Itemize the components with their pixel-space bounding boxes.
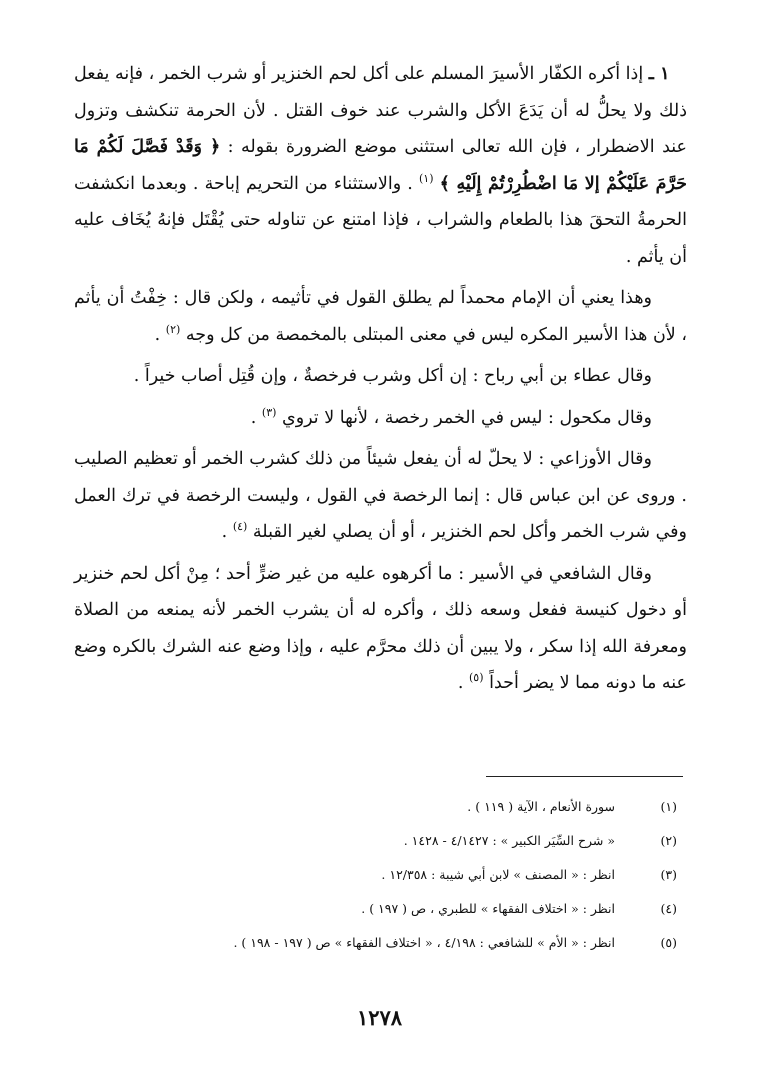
- item-number: ١ ـ: [648, 64, 670, 84]
- footnotes-list: [80, 790, 677, 960]
- footnote-text: انظر : « اختلاف الفقهاء » للطبري ، ص ( ١٩٧ ) .: [361, 901, 615, 916]
- paragraph-text: وهذا يعني أن الإمام محمداً لم يطلق القول في تأثيمه ، ولكن قال : خِفْتُ أن يأثم ، لأن هذا الأسير المكره ليس في معنى المبتلى بالمخمصة من كل وجه: [74, 288, 687, 345]
- footnote-item: [80, 858, 677, 892]
- footnote-number: (٣): [660, 867, 677, 882]
- paragraph-end: .: [221, 522, 228, 542]
- page-number: ١٢٧٨: [356, 1005, 403, 1030]
- paragraph-text: وقال عطاء بن أبي رباح : إن أكل وشرب فرخصةٌ ، وإن قُتِل أصاب خيراً .: [133, 366, 652, 386]
- footnote-text: سورة الأنعام ، الآية ( ١١٩ ) .: [467, 799, 615, 814]
- footnote-text: « شرح السِّيَر الكبير » : ٤/١٤٢٧ - ١٤٢٨ .: [403, 833, 615, 848]
- paragraph-3: [74, 358, 687, 395]
- paragraph-6: [74, 556, 687, 702]
- paragraph-text: وقال الشافعي في الأسير : ما أكرهوه عليه من غير ضرٍّ أحد ؛ مِنْ أكل لحم خنزير أو دخول كنيسة ففعل وسعه ذلك ، وأكره له أن يشرب الخمر لأنه يمنعه من الصلاة ومعرفة الله إذا سكر ، ولا يبين أن ذلك محرَّم عليه ، وإذا وضع عنه الشرك بالكره وضع عنه ما دونه مما لا يضر أحداً: [74, 563, 688, 693]
- footnote-ref-5[interactable]: (٥): [468, 671, 484, 685]
- footnote-number: (٢): [660, 833, 677, 848]
- footnote-item: [80, 926, 677, 960]
- footnote-divider: [486, 776, 683, 777]
- paragraph-5: [74, 441, 687, 551]
- paragraph-end: .: [250, 407, 257, 428]
- footnote-item: [80, 790, 677, 824]
- paragraph-text: إذا أكره الكفّار الأسيرَ المسلم على أكل لحم الخنزير أو شرب الخمر ، فإنه يفعل ذلك ولا يحلُّ له أن يَدَعَ الأكل والشرب عند خوف القتل . لأن الحرمة تنكشف وتزول عند الاضطرار ، فإن الله تعالى استثنى موضع الضرورة بقوله :: [74, 64, 687, 157]
- main-text: [74, 56, 687, 707]
- footnote-number: (٤): [660, 901, 677, 916]
- quran-verse: ﴿ وَقَدْ فَصَّلَ لَكُمْ مَا حَرَّمَ عَلَيْكُمْ إلا مَا اضْطُرِرْتُمْ إِلَيْهِ ﴾: [74, 137, 687, 194]
- paragraph-end: .: [154, 324, 161, 345]
- footnote-text: انظر : « المصنف » لابن أبي شيبة : ١٢/٣٥٨ .: [381, 867, 615, 882]
- footnote-text: انظر : « الأم » للشافعي : ٤/١٩٨ ، « اختلاف الفقهاء » ص ( ١٩٧ - ١٩٨ ) .: [233, 935, 615, 950]
- paragraph-4: [74, 400, 687, 437]
- paragraph-end: .: [457, 673, 464, 693]
- footnote-ref-4[interactable]: (٤): [232, 520, 248, 534]
- footnote-ref-2[interactable]: (٢): [165, 322, 181, 336]
- footnote-ref-1[interactable]: (١): [419, 171, 434, 185]
- footnote-ref-3[interactable]: (٣): [261, 405, 277, 419]
- paragraph-1: [74, 56, 687, 275]
- paragraph-text: وقال مكحول : ليس في الخمر رخصة ، لأنها لا تروي: [282, 407, 652, 428]
- paragraph-text: وقال الأوزاعي : لا يحلّ له أن يفعل شيئاً من ذلك كشرب الخمر أو تعظيم الصليب . وروى عن ابن عباس قال : إنما الرخصة في القول ، وليست الرخصة في ترك العمل وفي شرب الخمر وأكل لحم الخنزير ، أو أن يصلي لغير القبلة: [74, 449, 687, 542]
- paragraph-2: [74, 280, 687, 353]
- paragraph-text-continued: . والاستثناء من التحريم إباحة . وبعدما انكشفت الحرمةُ التحقَ هذا بالطعام والشراب ، فإذا امتنع عن تناوله حتى يُقْتَل فإنهُ يُخَاف عليه أن يأثم .: [74, 173, 687, 267]
- footnote-number: (٥): [660, 935, 677, 950]
- footnote-number: (١): [660, 799, 677, 814]
- footnote-item: [80, 824, 677, 858]
- footnote-item: [80, 892, 677, 926]
